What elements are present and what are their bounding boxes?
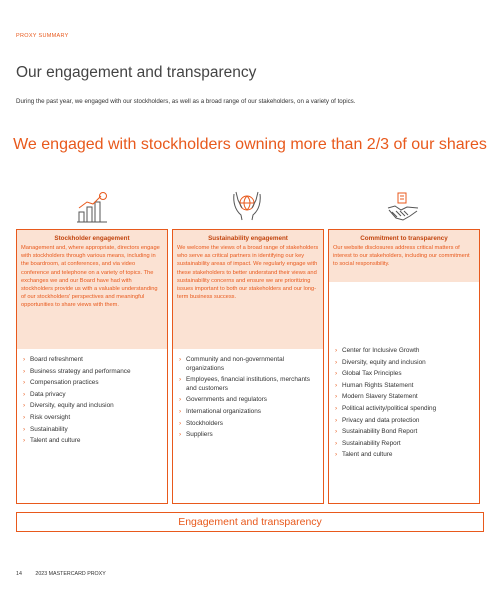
panel-title: Sustainability engagement: [208, 235, 288, 242]
commitment-transparency-panel: [328, 229, 480, 504]
list-item: › Risk oversight: [23, 414, 161, 423]
list-item: › Diversity, equity and inclusion: [23, 402, 161, 411]
list-item: › Diversity, equity and inclusion: [335, 359, 473, 368]
list-item: › Sustainability: [23, 426, 161, 435]
list-item: › Employees, financial institutions, merchants and customers: [179, 376, 317, 393]
page-number: 14: [16, 571, 22, 577]
panel-description: We welcome the views of a broad range of stakeholders who serve as critical partners in identifying our key sustainability areas of impact. We regularly engage with these stakeholders to better understand their views and sustainability concerns and ensure we are prioritizing issues important to both our stakeholders and our long-term business success.: [177, 245, 319, 301]
handshake-icon: [386, 192, 420, 226]
panel-title: Stockholder engagement: [54, 235, 130, 242]
panel-header: [173, 230, 323, 349]
page-footer: [16, 571, 106, 577]
list-item: › Suppliers: [179, 431, 317, 440]
panel-description: Management and, where appropriate, directors engage with stockholders through various means, including in the boardroom, at conferences, and via video conference and telephone on a variety of topics. The exchanges we and our Board have had with stockholders provide us with a valuable understanding of our stockholders' perspectives and meaningful opportunities to share views with them.: [21, 245, 160, 309]
document-name: 2023 MASTERCARD PROXY: [35, 571, 106, 577]
list-item: › Political activity/political spending: [335, 405, 473, 414]
list-item: › Business strategy and performance: [23, 368, 161, 377]
list-item: › Center for Inclusive Growth: [335, 347, 473, 356]
panel-header: [329, 230, 479, 282]
hands-globe-icon: [230, 188, 264, 222]
list-item: › Community and non-governmental organizations: [179, 356, 317, 373]
topic-list: [17, 349, 167, 446]
list-item: › Sustainability Bond Report: [335, 428, 473, 437]
stockholder-engagement-panel: [16, 229, 168, 504]
topic-list: [173, 349, 323, 440]
section-tag: PROXY SUMMARY: [16, 33, 69, 39]
panel-description: Our website disclosures address critical matters of interest to our stakeholders, including our commitment to social responsibility.: [333, 245, 470, 268]
panel-header: [17, 230, 167, 349]
list-item: › Data privacy: [23, 391, 161, 400]
growth-chart-icon: [75, 190, 109, 224]
topic-list: [329, 282, 479, 460]
panel-title: Commitment to transparency: [360, 235, 448, 242]
list-item: › Privacy and data protection: [335, 417, 473, 426]
headline: We engaged with stockholders owning more than 2/3 of our shares: [13, 136, 487, 153]
list-item: › Board refreshment: [23, 356, 161, 365]
list-item: › Global Tax Principles: [335, 370, 473, 379]
list-item: › Compensation practices: [23, 379, 161, 388]
intro-text: During the past year, we engaged with our stockholders, as well as a broad range of our stakeholders, on a variety of topics.: [16, 98, 356, 105]
list-item: › International organizations: [179, 408, 317, 417]
list-item: › Governments and regulators: [179, 396, 317, 405]
list-item: › Human Rights Statement: [335, 382, 473, 391]
list-item: › Modern Slavery Statement: [335, 393, 473, 402]
sustainability-engagement-panel: [172, 229, 324, 504]
list-item: › Stockholders: [179, 420, 317, 429]
engagement-transparency-banner: Engagement and transparency: [16, 512, 484, 532]
list-item: › Talent and culture: [335, 451, 473, 460]
page-title: Our engagement and transparency: [16, 64, 257, 81]
list-item: › Sustainability Report: [335, 440, 473, 449]
list-item: › Talent and culture: [23, 437, 161, 446]
